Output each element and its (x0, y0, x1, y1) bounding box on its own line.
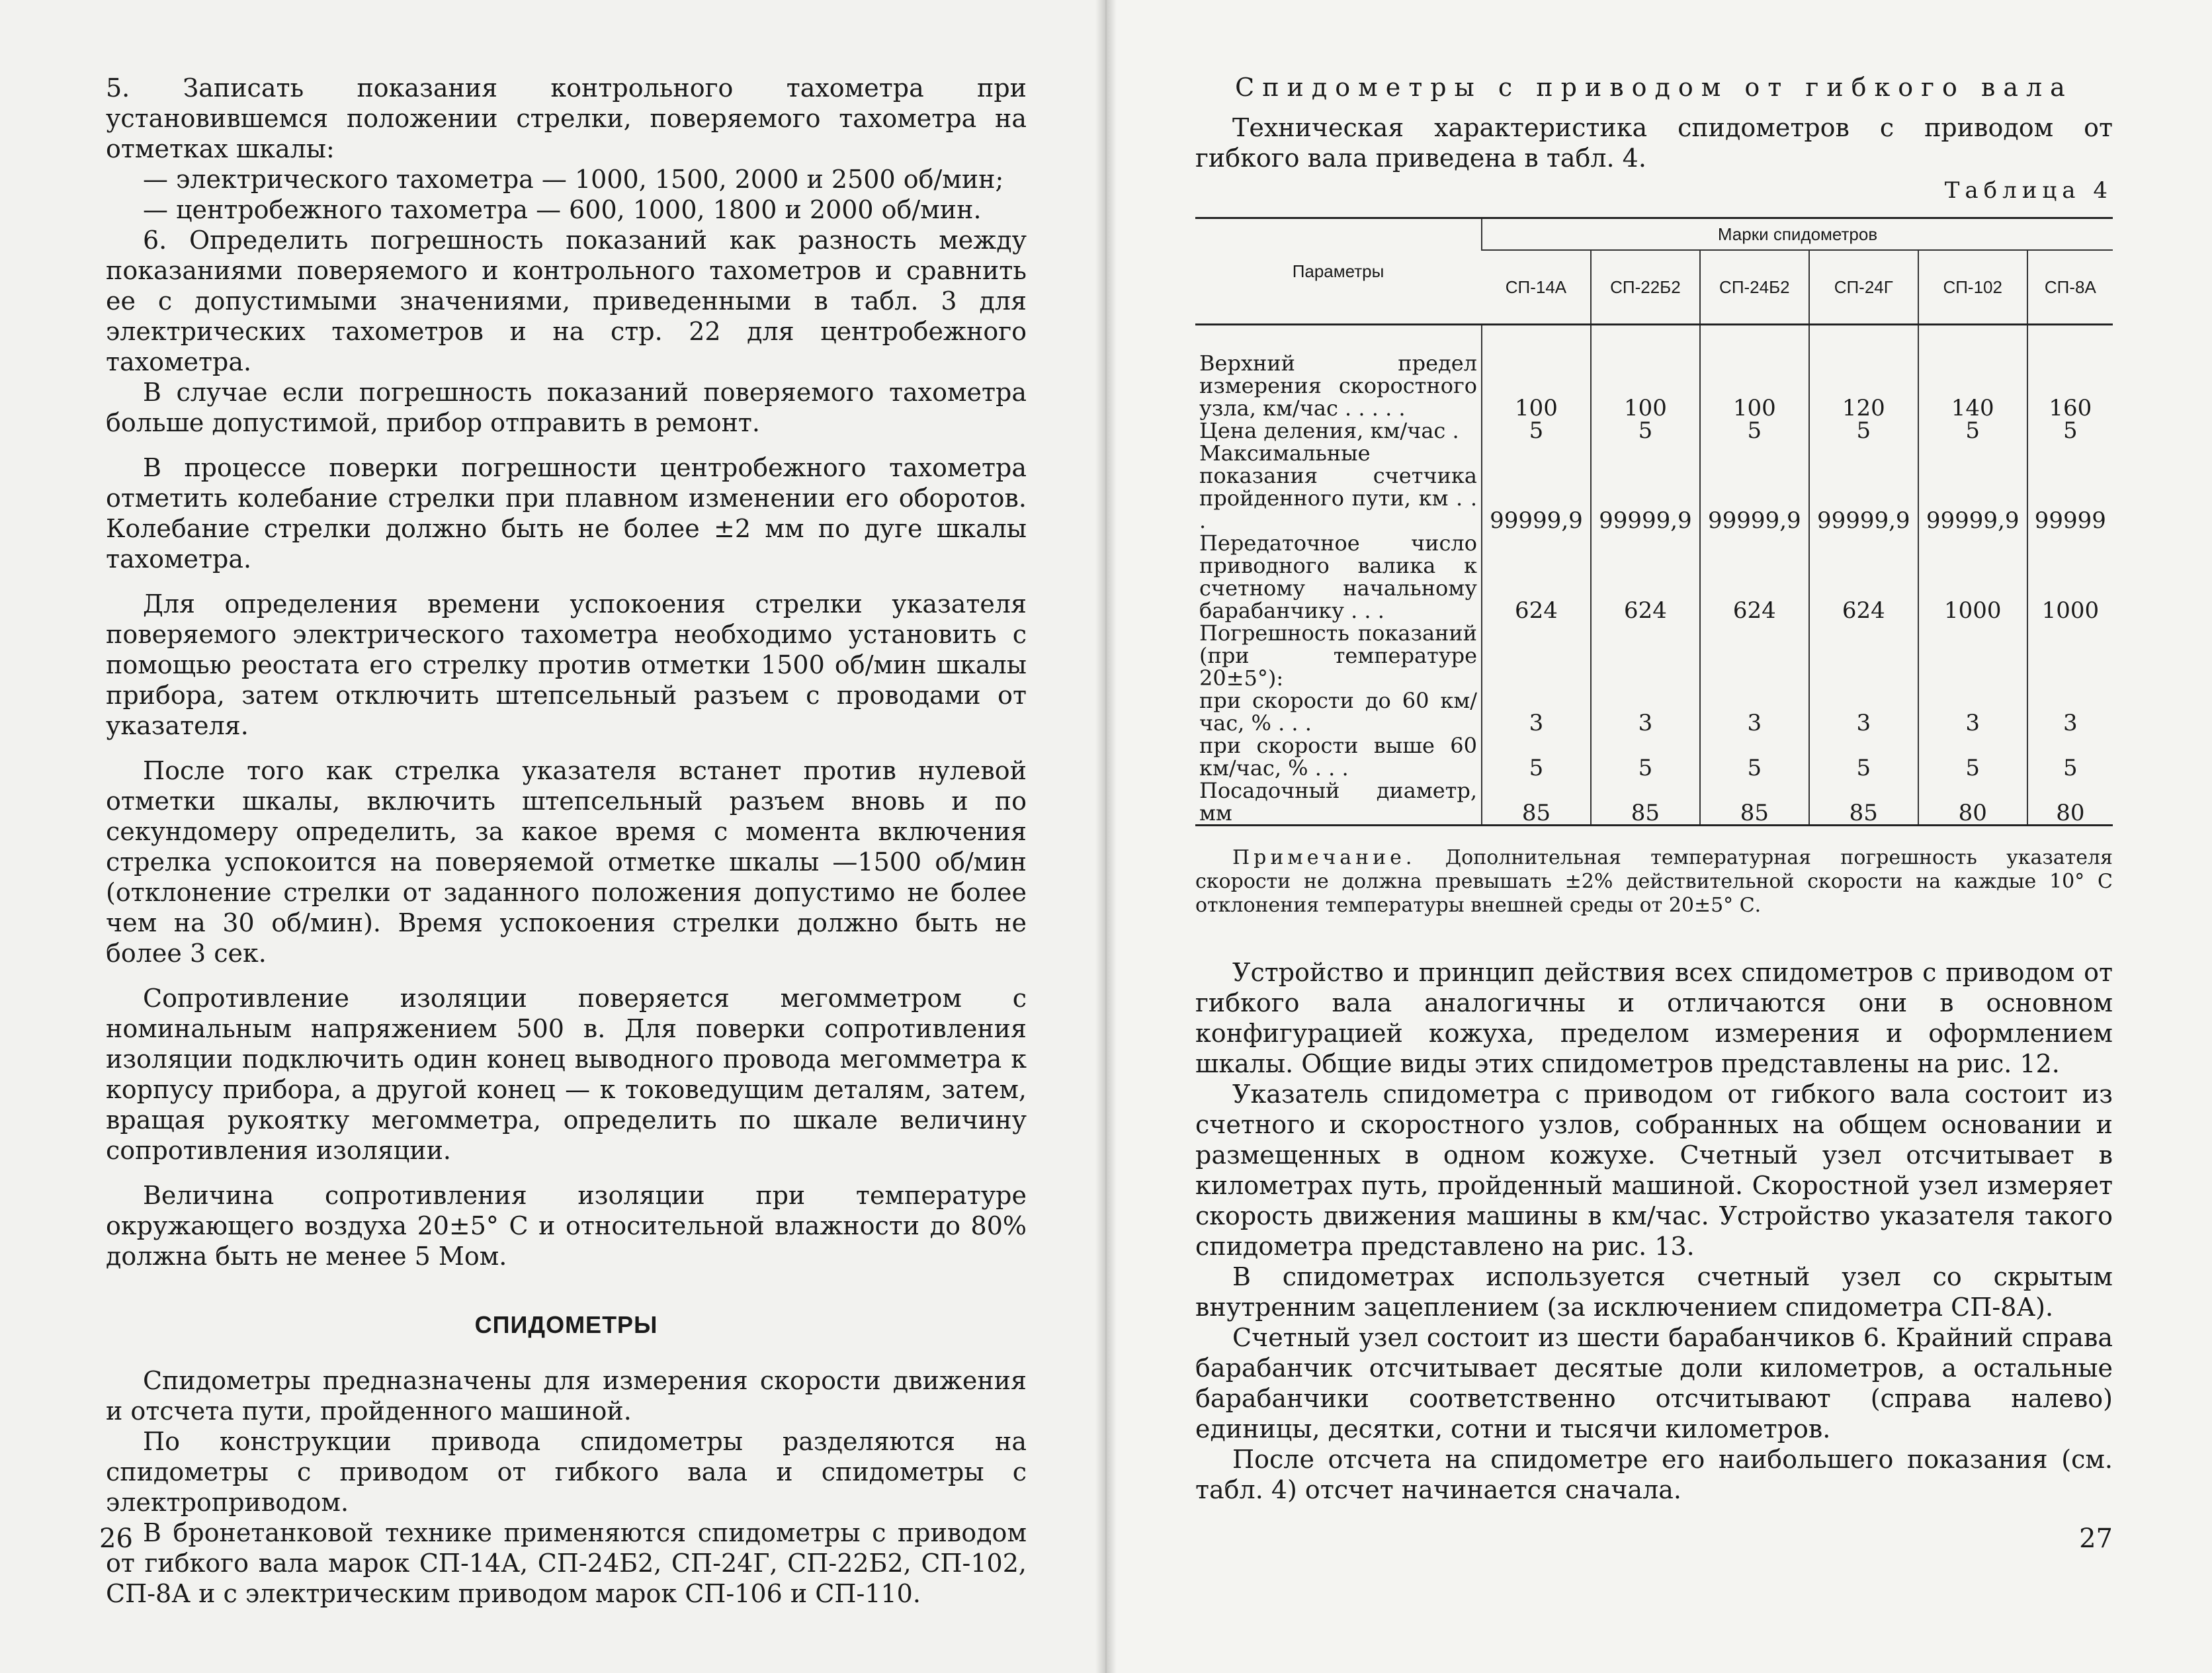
table-row (1195, 734, 2113, 779)
group-header: Марки спидометров (1482, 218, 2113, 251)
table-cell (1809, 622, 1918, 689)
table-row (1195, 622, 2113, 689)
table-row (1195, 532, 2113, 622)
table-cell: 140 (1918, 325, 2027, 420)
paragraph: По конструкции привода спидометры разделяются на спидометры с приводом от гибкого вала и спидометры с электроприводом. (106, 1427, 1027, 1517)
table-row (1195, 442, 2113, 532)
table-cell: 5 (1591, 419, 1700, 442)
paragraph: В случае если погрешность показаний поверяемого тахометра больше допустимой, прибор отправить в ремонт. (106, 378, 1027, 437)
table-cell: 5 (1482, 419, 1591, 442)
row-parameter: Верхний предел измерения скоростного узла, км/час . . . . . (1199, 351, 1477, 421)
paragraph: Техническая характеристика спидометров с приводом от гибкого вала приведена в табл. 4. (1195, 113, 2113, 173)
table-cell: 5 (1918, 734, 2027, 779)
table-cell: 99999 (2027, 442, 2113, 532)
table-cell: 99999,9 (1482, 442, 1591, 532)
table-cell: 160 (2027, 325, 2113, 420)
table-row (1195, 419, 2113, 442)
column-header: СП-102 (1918, 250, 2027, 325)
table-cell: 1000 (2027, 532, 2113, 622)
column-header: СП-24Г (1809, 250, 1918, 325)
table-cell: 3 (1482, 689, 1591, 734)
table-cell: 624 (1482, 532, 1591, 622)
column-header: СП-22Б2 (1591, 250, 1700, 325)
table-cell: 100 (1482, 325, 1591, 420)
table-cell: 85 (1482, 779, 1591, 826)
table-cell: 5 (1809, 419, 1918, 442)
table-cell: 5 (1809, 734, 1918, 779)
table-row (1195, 325, 2113, 420)
table-cell: 3 (1809, 689, 1918, 734)
right-page (1106, 0, 2212, 1673)
paragraph: После отсчета на спидометре его наибольшего показания (см. табл. 4) отсчет начинается сначала. (1195, 1445, 2113, 1504)
param-header: Параметры (1195, 218, 1482, 325)
paragraph: В процессе поверки погрешности центробежного тахометра отметить колебание стрелки при плавном изменении его оборотов. Колебание стрелки должно быть не более ±2 мм по дуге шкалы тахометра. (106, 453, 1027, 574)
table-caption: Таблица 4 (1944, 177, 2113, 204)
column-header: СП-24Б2 (1700, 250, 1809, 325)
page-number: 27 (2079, 1523, 2113, 1554)
paragraph: Для определения времени успокоения стрелки указателя поверяемого электрического тахометра необходимо установить с помощью реостата его стрелку против отметки 1500 об/мин шкалы прибора, затем отключить штепсельный разъем с проводами от указателя. (106, 589, 1027, 740)
table-cell: 1000 (1918, 532, 2027, 622)
table-cell: 624 (1700, 532, 1809, 622)
table-cell: 5 (2027, 734, 2113, 779)
table-cell: 120 (1809, 325, 1918, 420)
table-row (1195, 689, 2113, 734)
paragraph: Величина сопротивления изоляции при температуре окружающего воздуха 20±5° С и относительной влажности до 80% должна быть не менее 5 Мом. (106, 1181, 1027, 1271)
table-cell: 3 (1700, 689, 1809, 734)
note-text: Дополнительная температурная погрешность указателя скорости не должна превышать ±2% действительной скорости на каждые 10° С отклонения температуры внешней среды от 20±5° С. (1195, 846, 2113, 917)
column-header: СП-14А (1505, 277, 1567, 297)
note-label: Примечание. (1232, 846, 1416, 869)
paragraph: Спидометры предназначены для измерения скорости движения и отсчета пути, пройденного машиной. (106, 1366, 1027, 1426)
table-note (1195, 846, 2113, 918)
table-cell: 624 (1809, 532, 1918, 622)
table-cell: 5 (2027, 419, 2113, 442)
paragraph: Указатель спидометра с приводом от гибкого вала состоит из счетного и скоростного узлов, собранных на общем основании и размещенных в одном кожухе. Счетный узел отсчитывает в километрах путь, пройденный машиной. Скоростной узел измеряет скорость движения машины в км/час. Устройство указателя такого спидометра представлено на рис. 13. (1195, 1080, 2113, 1261)
table-row (1195, 779, 2113, 826)
paragraph: Устройство и принцип действия всех спидометров с приводом от гибкого вала аналогичны и отличаются они в основном конфигурацией кожуха, пределом измерения и оформлением шкалы. Общие виды этих спидометров представлены на рис. 12. (1195, 958, 2113, 1078)
table-cell: 85 (1591, 779, 1700, 826)
table-cell: 5 (1700, 734, 1809, 779)
paragraph: Сопротивление изоляции поверяется мегомметром с номинальным напряжением 500 в. Для поверки сопротивления изоляции подключить один конец выводного провода мегомметра к корпусу прибора, а другой конец — к токоведущим деталям, затем, вращая рукоятку мегомметра, определить по шкале величину сопротивления изоляции. (106, 984, 1027, 1165)
table-cell: 3 (1918, 689, 2027, 734)
list-item: — центробежного тахометра — 600, 1000, 1800 и 2000 об/мин. (143, 195, 982, 224)
row-parameter: Передаточное число приводного валика к счетному начальному барабанчику . . . (1199, 531, 1477, 623)
table-cell: 80 (1918, 779, 2027, 826)
row-parameter: Посадочный диаметр, мм (1199, 778, 1477, 826)
paragraph: 6. Определить погрешность показаний как разность между показаниями поверяемого и контрольного тахометров и сравнить ее с допустимыми значениями, приведенными в табл. 3 для электрических тахометров и на стр. 22 для центробежного тахометра. (106, 226, 1027, 376)
table-cell: 100 (1700, 325, 1809, 420)
book-gutter (1095, 0, 1117, 1673)
table-cell: 100 (1591, 325, 1700, 420)
paragraph: В спидометрах используется счетный узел со скрытым внутренним зацеплением (за исключением спидометра СП-8А). (1195, 1262, 2113, 1322)
paragraph: В бронетанковой технике применяются спидометры с приводом от гибкого вала марок СП-14А, СП-24Б2, СП-24Г, СП-22Б2, СП-102, СП-8А и с электрическим приводом марок СП-106 и СП-110. (106, 1518, 1027, 1608)
table-cell: 99999,9 (1591, 442, 1700, 532)
table-cell: 5 (1700, 419, 1809, 442)
paragraph: 5. Записать показания контрольного тахометра при установившемся положении стрелки, поверяемого тахометра на отметках шкалы: (106, 73, 1027, 163)
table-cell: 5 (1482, 734, 1591, 779)
table-cell: 5 (1591, 734, 1700, 779)
table-cell: 99999,9 (1809, 442, 1918, 532)
spec-table (1195, 217, 2113, 826)
table-cell: 99999,9 (1918, 442, 2027, 532)
table-cell (1700, 622, 1809, 689)
row-parameter: Максимальные показания счетчика пройденного пути, км . . . (1199, 441, 1477, 533)
table-cell (1918, 622, 2027, 689)
row-parameter: Погрешность показаний (при температуре 20±5°): (1199, 621, 1477, 691)
row-parameter: при скорости до 60 км/час, % . . . (1199, 688, 1477, 736)
table-cell (1482, 622, 1591, 689)
section-title: Спидометры с приводом от гибкого вала (1235, 73, 2073, 102)
paragraph: Счетный узел состоит из шести барабанчиков 6. Крайний справа барабанчик отсчитывает десятые доли километров, а остальные барабанчики соответственно отсчитывают (справа налево) единицы, десятки, сотни и тысячи километров. (1195, 1323, 2113, 1443)
section-heading: СПИДОМЕТРЫ (474, 1311, 658, 1338)
table-cell: 5 (1918, 419, 2027, 442)
row-parameter: Цена деления, км/час . (1199, 418, 1459, 443)
table-cell: 624 (1591, 532, 1700, 622)
column-header: СП-8А (2027, 250, 2113, 325)
table-cell (2027, 622, 2113, 689)
row-parameter: при скорости выше 60 км/час, % . . . (1199, 733, 1477, 781)
list-item: — электрического тахометра — 1000, 1500, 2000 и 2500 об/мин; (143, 165, 1004, 194)
page-number: 26 (99, 1523, 133, 1554)
table-cell: 3 (2027, 689, 2113, 734)
table-cell: 99999,9 (1700, 442, 1809, 532)
table-cell: 85 (1700, 779, 1809, 826)
table-cell: 80 (2027, 779, 2113, 826)
table-cell: 3 (1591, 689, 1700, 734)
table-cell: 85 (1809, 779, 1918, 826)
table-cell (1591, 622, 1700, 689)
paragraph: После того как стрелка указателя встанет против нулевой отметки шкалы, включить штепсельный разъем вновь и по секундомеру определить, за какое время с момента включения стрелка успокоится на поверяемой отметке шкалы —1500 об/мин (отклонение стрелки от заданного положения допустимо не более чем на 30 об/мин). Время успокоения стрелки должно быть не более 3 сек. (106, 756, 1027, 968)
